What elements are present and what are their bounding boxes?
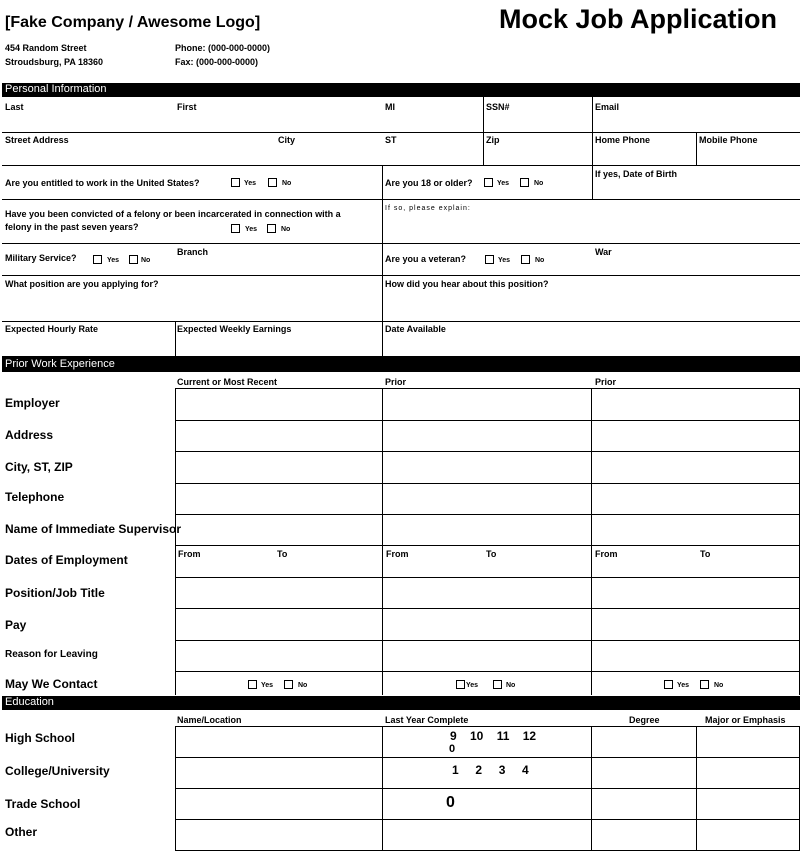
veteran-no-checkbox[interactable] [521,255,530,264]
question-18-or-older: Are you 18 or older? [385,178,473,188]
question-felony-line2: felony in the past seven years? [5,222,139,232]
address-current-input[interactable] [177,422,384,451]
contact-prior1-yes-label: Yes [466,682,479,689]
reason-prior2-input[interactable] [593,642,801,671]
work-row-may-contact: May We Contact [5,677,98,691]
label-ssn: SSN# [486,102,510,112]
trade-year-option[interactable]: 0 [446,794,455,811]
label-expected-weekly: Expected Weekly Earnings [177,324,292,334]
contact-prior2-yes-checkbox[interactable] [664,680,673,689]
label-email: Email [595,102,620,112]
age-no-checkbox[interactable] [520,178,529,187]
edu-col-degree: Degree [629,715,660,725]
contact-prior2-no-checkbox[interactable] [700,680,709,689]
work-row-supervisor: Name of Immediate Supervisor [5,522,182,536]
dates-prior1-from: From [386,549,409,559]
work-col-prior-1: Prior [385,377,407,387]
employer-current-input[interactable] [177,390,384,420]
company-fax: Fax: (000-000-0000) [175,57,259,67]
position-prior2-input[interactable] [593,579,801,608]
label-expected-hourly: Expected Hourly Rate [5,324,99,334]
contact-current-no-checkbox[interactable] [284,680,293,689]
date-available-input[interactable] [384,336,802,356]
other-name-input[interactable] [177,821,384,850]
veteran-no-label: No [535,257,545,264]
dates-prior2-to: To [700,549,711,559]
label-please-explain: If so, please explain: [385,205,471,212]
work-row-city-st-zip: City, ST, ZIP [5,460,73,474]
military-yes-checkbox[interactable] [93,255,102,264]
question-veteran: Are you a veteran? [385,254,467,264]
section-prior-work-experience: Prior Work Experience [2,357,800,372]
page-title: Mock Job Application [499,4,778,34]
military-no-checkbox[interactable] [129,255,138,264]
contact-prior1-no-label: No [506,682,516,689]
edu-row-high-school: High School [5,731,75,745]
last-name-input[interactable] [3,113,177,132]
age-yes-label: Yes [497,180,510,187]
edu-row-other: Other [5,825,38,839]
zip-input[interactable] [485,146,593,165]
entitled-yes-label: Yes [244,180,257,187]
label-home-phone: Home Phone [595,135,651,145]
home-phone-input[interactable] [594,146,698,165]
pay-prior1-input[interactable] [384,610,593,640]
st-input[interactable] [384,146,483,165]
city-current-input[interactable] [177,453,384,483]
position-input[interactable] [3,292,382,320]
telephone-prior1-input[interactable] [384,485,593,514]
edu-col-name-location: Name/Location [177,715,242,725]
military-no-label: No [141,257,151,264]
company-logo-text: [Fake Company / Awesome Logo] [5,14,261,31]
dates-prior1-to: To [486,549,497,559]
how-heard-input[interactable] [384,292,802,320]
edu-col-last-year: Last Year Complete [385,715,469,725]
entitled-no-label: No [282,180,292,187]
hs-year-extra: 0 [449,743,456,755]
employer-prior2-input[interactable] [593,390,801,420]
felony-explain-input[interactable] [384,216,802,243]
question-felony-line1: Have you been convicted of a felony or been incarcerated in connection with a [5,209,341,219]
city-prior1-input[interactable] [384,453,593,483]
question-entitled-to-work: Are you entitled to work in the United States? [5,178,200,188]
address-prior1-input[interactable] [384,422,593,451]
question-how-heard: How did you hear about this position? [385,279,549,289]
pay-prior2-input[interactable] [593,610,801,640]
supervisor-prior1-input[interactable] [384,516,593,545]
address-prior2-input[interactable] [593,422,801,451]
pay-current-input[interactable] [177,610,384,640]
label-branch: Branch [177,247,209,257]
work-col-current: Current or Most Recent [177,377,278,387]
high-school-name-input[interactable] [177,728,384,757]
label-st: ST [385,135,397,145]
edu-row-college: College/University [5,764,110,778]
edu-row-trade-school: Trade School [5,797,81,811]
felony-no-label: No [281,226,291,233]
mi-input[interactable] [384,113,483,132]
contact-prior1-no-checkbox[interactable] [493,680,502,689]
veteran-yes-checkbox[interactable] [485,255,494,264]
veteran-yes-label: Yes [498,257,511,264]
question-position-applying: What position are you applying for? [5,279,159,289]
entitled-no-checkbox[interactable] [268,178,277,187]
telephone-current-input[interactable] [177,485,384,514]
city-prior2-input[interactable] [593,453,801,483]
street-address-input[interactable] [3,146,277,165]
label-date-available: Date Available [385,324,446,334]
hourly-rate-input[interactable] [3,336,177,356]
mobile-phone-input[interactable] [698,146,802,165]
dates-current-input[interactable] [177,560,384,577]
company-phone: Phone: (000-000-0000) [175,43,271,53]
telephone-prior2-input[interactable] [593,485,801,514]
question-military-service: Military Service? [5,253,77,263]
section-personal-information: Personal Information [2,83,800,97]
dates-prior2-from: From [595,549,618,559]
work-row-address: Address [5,428,54,442]
college-year-options[interactable]: 1 2 3 4 [452,763,529,777]
contact-current-yes-label: Yes [261,682,274,689]
work-row-dates: Dates of Employment [5,553,128,567]
trade-school-name-input[interactable] [177,790,384,819]
work-row-pay: Pay [5,618,27,632]
label-last: Last [5,102,24,112]
section-education: Education [2,696,800,710]
weekly-earnings-input[interactable] [177,336,383,356]
college-name-input[interactable] [177,759,384,788]
edu-col-major: Major or Emphasis [705,715,786,725]
entitled-yes-checkbox[interactable] [231,178,240,187]
label-date-of-birth: If yes, Date of Birth [595,169,678,179]
label-mobile-phone: Mobile Phone [699,135,758,145]
age-yes-checkbox[interactable] [484,178,493,187]
address-line-1: 454 Random Street [5,43,87,53]
reason-prior1-input[interactable] [384,642,593,671]
age-no-label: No [534,180,544,187]
label-mi: MI [385,102,395,112]
felony-no-checkbox[interactable] [267,224,276,233]
ssn-input[interactable] [485,113,593,132]
label-war: War [595,247,612,257]
work-col-prior-2: Prior [595,377,617,387]
contact-prior2-no-label: No [714,682,724,689]
hs-year-options[interactable]: 9 10 11 12 [450,729,537,743]
contact-current-yes-checkbox[interactable] [248,680,257,689]
label-city: City [278,135,296,145]
work-row-employer: Employer [5,396,60,410]
felony-yes-checkbox[interactable] [231,224,240,233]
supervisor-current-input[interactable] [177,516,384,545]
supervisor-prior2-input[interactable] [593,516,801,545]
work-row-position: Position/Job Title [5,586,105,600]
felony-yes-label: Yes [245,226,258,233]
contact-prior1-yes-checkbox[interactable] [456,680,465,689]
label-first: First [177,102,197,112]
email-input[interactable] [594,113,801,132]
position-prior1-input[interactable] [384,579,593,608]
military-yes-label: Yes [107,257,120,264]
reason-current-input[interactable] [177,642,384,671]
label-street-address: Street Address [5,135,69,145]
dates-prior1-input[interactable] [384,560,593,577]
city-input[interactable] [276,146,384,165]
contact-prior2-yes-label: Yes [677,682,690,689]
position-current-input[interactable] [177,579,384,608]
address-line-2: Stroudsburg, PA 18360 [5,57,104,67]
work-row-reason-leaving: Reason for Leaving [5,649,98,660]
work-row-telephone: Telephone [5,490,65,504]
dates-prior2-input[interactable] [593,560,801,577]
dates-current-from: From [178,549,201,559]
contact-current-no-label: No [298,682,308,689]
employer-prior1-input[interactable] [384,390,593,420]
label-zip: Zip [486,135,500,145]
dates-current-to: To [277,549,288,559]
first-name-input[interactable] [176,113,380,132]
